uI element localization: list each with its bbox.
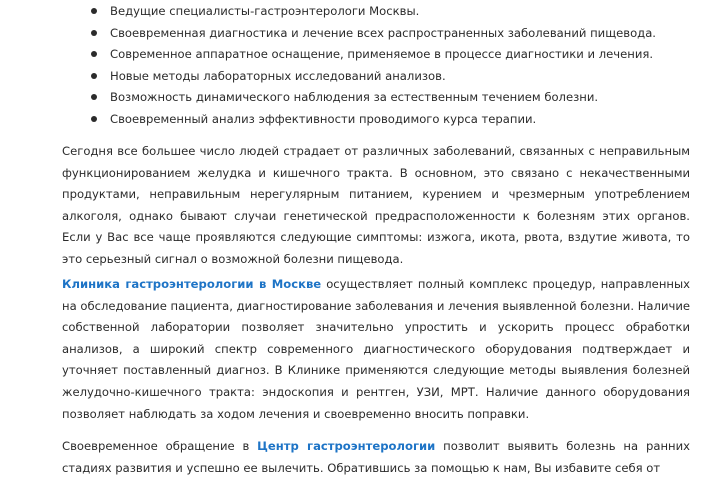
bullet-icon — [91, 73, 97, 79]
bullet-icon — [91, 94, 97, 100]
clinic-link[interactable]: Клиника гастроэнтерологии в Москве — [62, 277, 322, 291]
paragraph-text-after: позволит выявить болезнь на ранних стадиях развития и успешно ее вылечить. Обратившись за помощью к нам, Вы избавите себя от — [62, 439, 690, 475]
list-item-text: Своевременный анализ эффективности проводимого курса терапии. — [110, 111, 537, 126]
list-item-text: Новые методы лабораторных исследований анализов. — [110, 68, 446, 83]
advantages-list — [88, 1, 708, 130]
list-item — [88, 66, 708, 88]
list-item-text: Возможность динамического наблюдения за естественным течением болезни. — [110, 90, 599, 104]
paragraph-text-before: Своевременное обращение в — [62, 439, 258, 453]
list-item-text: Современное аппаратное оснащение, применяемое в процессе диагностики и лечения. — [110, 47, 654, 61]
list-item — [88, 44, 708, 66]
bullet-icon — [91, 8, 97, 14]
list-item — [88, 1, 708, 23]
list-item — [88, 109, 708, 131]
paragraph-text: осуществляет полный комплекс процедур, направленных на обследование пациента, диагностирование заболевания и лечения выявленной болезни. Наличие собственной лаборатории позволяет значительно упростить и ускорить процесс обработки анализов, а широкий спектр современного диагностического оборудования подтверждает и уточняет поставленный диагноз. В Клинике применяются следующие методы выявления болезней желудочно-кишечного тракта: эндоскопия и рентген, УЗИ, МРТ. Наличие данного оборудования позволяет наблюдать за ходом лечения и своевременно вносить поправки. — [62, 277, 690, 421]
paragraph-center — [62, 436, 690, 479]
paragraph-text: Сегодня все большее число людей страдает от различных заболеваний, связанных с неправильным функционированием желудка и кишечного тракта. В основном, это связано с некачественными продуктами, неправильным нерегулярным питанием, курением и чрезмерным употреблением алкоголя, однако бывают случаи генетической предрасположенности к болезням этих органов. Если у Вас все чаще проявляются следующие симптомы: изжога, икота, рвота, вздутие живота, то это серьезный сигнал о возможной болезни пищевода. — [62, 144, 690, 266]
list-item-text: Своевременная диагностика и лечение всех распространенных заболеваний пищевода. — [110, 25, 656, 40]
list-item-text: Ведущие специалисты-гастроэнтерологи Москвы. — [110, 4, 420, 18]
list-item — [88, 87, 708, 109]
center-link[interactable]: Центр гастроэнтерологии — [257, 439, 436, 453]
bullet-icon — [91, 30, 97, 36]
paragraph-symptoms — [62, 141, 690, 271]
bullet-icon — [91, 116, 97, 122]
bullet-icon — [91, 51, 97, 57]
list-item — [88, 23, 708, 45]
paragraph-clinic — [62, 274, 690, 425]
